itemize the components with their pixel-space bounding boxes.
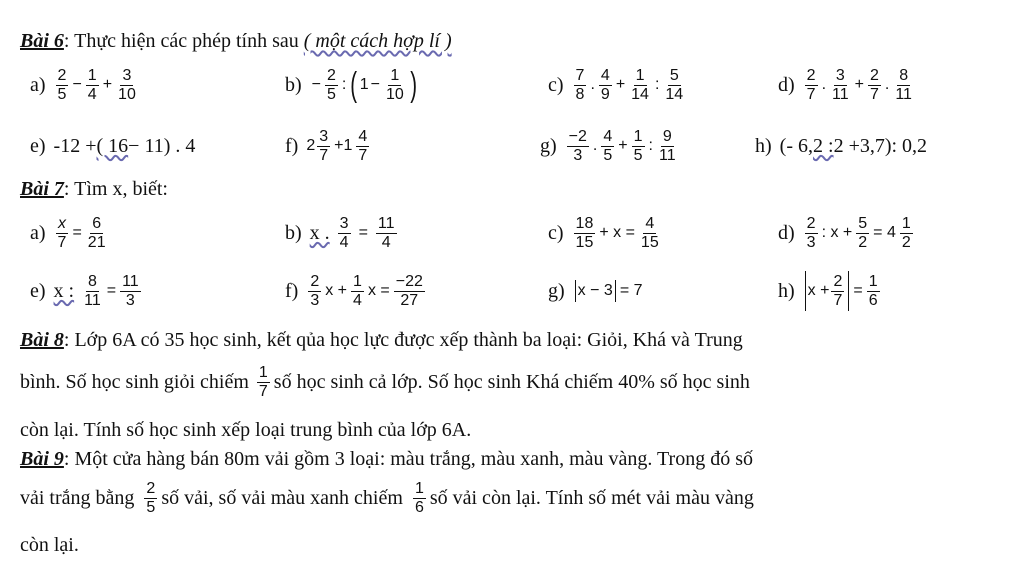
expression: x − 3 = 7 bbox=[573, 280, 645, 302]
bai9-line3 bbox=[20, 535, 995, 555]
item-label: f) bbox=[285, 279, 299, 302]
bai6-row2 bbox=[0, 121, 1024, 171]
expression: $\frac{2}{3}$ : x + $\frac{5}{2}$ = 4 $\frac{1}{2}$ bbox=[806, 214, 911, 251]
bai8-text2b: số học sinh cả lớp. Số học sinh Khá chiếm 40% số học sinh bbox=[273, 371, 750, 393]
bai8-title: Bài 8 bbox=[20, 329, 64, 351]
bai6-g bbox=[540, 121, 680, 171]
expression: 2 $\frac{3}{7}$ +1 $\frac{4}{7}$ bbox=[306, 127, 368, 164]
bai6-b bbox=[285, 60, 419, 110]
expression: x + $\frac{2}{7}$ = $\frac{1}{6}$ bbox=[803, 271, 882, 311]
expression: $\frac{3}{4}$ = $\frac{11}{4}$ bbox=[339, 214, 395, 251]
bai9-text2a: vải trắng bằng bbox=[20, 487, 135, 509]
fraction: $\frac{8}{11}$ bbox=[895, 66, 912, 103]
fraction: $\frac{3}{10}$ bbox=[118, 66, 136, 103]
fraction: $\frac{1}{4}$ bbox=[87, 66, 97, 103]
item-label: c) bbox=[548, 73, 564, 96]
expr-part: 2 : bbox=[813, 134, 834, 157]
fraction: $\frac{4}{15}$ bbox=[640, 214, 659, 251]
expr-part: 2 +3,7): 0,2 bbox=[833, 134, 928, 157]
expression: $\frac{8}{11}$ = $\frac{11}{3}$ bbox=[84, 272, 139, 309]
expression: $\frac{2}{5}$ − $\frac{1}{4}$ + $\frac{3}{10}$ bbox=[57, 66, 136, 103]
item-label: g) bbox=[548, 279, 565, 302]
expression: $\frac{7}{8}$ . $\frac{4}{9}$ + $\frac{1}{14}$ : $\frac{5}{14}$ bbox=[575, 66, 684, 103]
fraction: $\frac{6}{21}$ bbox=[87, 214, 106, 251]
bai7-g bbox=[548, 266, 645, 316]
item-label: d) bbox=[778, 221, 795, 244]
fraction: $\frac{2}{5}$ bbox=[146, 479, 156, 516]
item-label: a) bbox=[30, 221, 46, 244]
bai7-c bbox=[548, 208, 663, 258]
fraction: $\frac{-2}{3}$ bbox=[568, 127, 587, 164]
fraction: $\frac{3}{7}$ bbox=[319, 127, 329, 164]
item-label: b) bbox=[285, 221, 302, 244]
bai6-header bbox=[20, 30, 452, 53]
fraction: $\frac{1}{6}$ bbox=[868, 272, 878, 309]
fraction: $\frac{2}{3}$ bbox=[806, 214, 816, 251]
fraction: $\frac{2}{7}$ bbox=[869, 66, 879, 103]
fraction: $\frac{4}{5}$ bbox=[603, 127, 613, 164]
expression: $\frac{-2}{3}$ . $\frac{4}{5}$ + $\frac{1}{5}$ : $\frac{9}{11}$ bbox=[568, 127, 676, 164]
fraction: $\frac{5}{14}$ bbox=[665, 66, 684, 103]
fraction: $\frac{7}{8}$ bbox=[575, 66, 585, 103]
fraction: $\frac{x}{7}$ bbox=[57, 214, 67, 251]
bai6-row1 bbox=[0, 60, 1024, 110]
fraction: $\frac{1}{2}$ bbox=[901, 214, 911, 251]
expression: $\frac{2}{3}$ x + $\frac{1}{4}$ x = $\frac{-22}{27}$ bbox=[310, 272, 423, 309]
bai8-line3 bbox=[20, 420, 995, 440]
expr-part: x : bbox=[53, 279, 75, 302]
bai9-sep: : bbox=[63, 448, 75, 470]
item-label: h) bbox=[755, 134, 772, 157]
expression: − $\frac{2}{5}$ : ( 1 − $\frac{1}{10}$ ) bbox=[311, 66, 417, 104]
expression: $\frac{x}{7}$ = $\frac{6}{21}$ bbox=[57, 214, 106, 251]
expr-part: − 11) . 4 bbox=[128, 134, 196, 157]
fraction: $\frac{1}{14}$ bbox=[631, 66, 649, 103]
bai8-sep: : bbox=[63, 329, 75, 351]
bai7-sep: : bbox=[63, 178, 75, 200]
expr-part: x . bbox=[309, 221, 330, 244]
bai9-text2c: số vải còn lại. Tính số mét vải màu vàng bbox=[429, 487, 754, 509]
expr-part: ( 16 bbox=[96, 134, 129, 157]
bai8-text2a: bình. Số học sinh giỏi chiếm bbox=[20, 371, 249, 393]
fraction: $\frac{5}{2}$ bbox=[858, 214, 868, 251]
bai8-line1 bbox=[20, 330, 995, 350]
bai9-line1 bbox=[20, 449, 995, 469]
fraction: $\frac{2}{5}$ bbox=[57, 66, 67, 103]
bai9-text1: Một cửa hàng bán 80m vải gồm 3 loại: màu trắng, màu xanh, màu vàng. Trong đó số bbox=[74, 448, 753, 470]
fraction: $\frac{2}{3}$ bbox=[310, 272, 320, 309]
fraction: $\frac{1}{10}$ bbox=[385, 66, 404, 103]
bai6-note: ( một cách hợp lí ) bbox=[303, 30, 452, 52]
fraction: $\frac{4}{7}$ bbox=[358, 127, 368, 164]
bai8-text1: Lớp 6A có 35 học sinh, kết qủa học lực được xếp thành ba loại: Giỏi, Khá và Trung bbox=[74, 329, 743, 351]
fraction: $\frac{11}{3}$ bbox=[122, 272, 139, 309]
fraction: $\frac{11}{4}$ bbox=[377, 214, 395, 251]
fraction: $\frac{1}{6}$ bbox=[414, 479, 424, 516]
fraction: $\frac{1}{7}$ bbox=[258, 363, 268, 400]
bai6-d bbox=[778, 60, 916, 110]
bai9-line2 bbox=[20, 478, 995, 518]
item-label: f) bbox=[285, 134, 299, 157]
bai7-header bbox=[20, 178, 168, 201]
bai6-h bbox=[755, 121, 927, 171]
fraction: $\frac{3}{11}$ bbox=[832, 66, 849, 103]
item-label: g) bbox=[540, 134, 557, 157]
expr-part: (- 6, bbox=[779, 134, 813, 157]
item-label: a) bbox=[30, 73, 46, 96]
bai6-text: Thực hiện các phép tính sau bbox=[74, 30, 304, 52]
bai7-a bbox=[30, 208, 110, 258]
expression: $\frac{2}{7}$ . $\frac{3}{11}$ + $\frac{2}{7}$ . $\frac{8}{11}$ bbox=[806, 66, 912, 103]
bai9-title: Bài 9 bbox=[20, 448, 64, 470]
bai8-line2 bbox=[20, 362, 995, 402]
item-label: d) bbox=[778, 73, 795, 96]
bai7-row2 bbox=[0, 266, 1024, 316]
bai6-e bbox=[30, 121, 195, 171]
fraction: $\frac{9}{11}$ bbox=[658, 127, 676, 164]
fraction: $\frac{2}{7}$ bbox=[833, 272, 843, 309]
fraction: $\frac{18}{15}$ bbox=[575, 214, 594, 251]
fraction: $\frac{2}{5}$ bbox=[327, 66, 336, 103]
bai6-f bbox=[285, 121, 371, 171]
bai9-text2b: số vải, số vải màu xanh chiếm bbox=[161, 487, 403, 509]
bai6-c bbox=[548, 60, 687, 110]
expression: $\frac{18}{15}$ + x = $\frac{4}{15}$ bbox=[575, 214, 659, 251]
bai8-text3: còn lại. Tính số học sinh xếp loại trung bình của lớp 6A. bbox=[20, 419, 472, 441]
fraction: $\frac{1}{4}$ bbox=[353, 272, 362, 309]
bai7-row1 bbox=[0, 208, 1024, 258]
fraction: $\frac{4}{9}$ bbox=[600, 66, 610, 103]
item-label: h) bbox=[778, 279, 795, 302]
bai7-e bbox=[30, 266, 143, 316]
item-label: b) bbox=[285, 73, 302, 96]
bai7-h bbox=[778, 266, 882, 316]
fraction: $\frac{8}{11}$ bbox=[84, 272, 101, 309]
bai7-f bbox=[285, 266, 427, 316]
fraction: $\frac{3}{4}$ bbox=[339, 214, 349, 251]
bai7-text: Tìm x, biết: bbox=[74, 178, 168, 200]
fraction: $\frac{1}{5}$ bbox=[633, 127, 643, 164]
item-label: e) bbox=[30, 134, 46, 157]
bai6-title: Bài 6 bbox=[20, 30, 64, 52]
bai7-title: Bài 7 bbox=[20, 178, 64, 200]
fraction: $\frac{2}{7}$ bbox=[806, 66, 816, 103]
bai7-b bbox=[285, 208, 399, 258]
bai6-sep: : bbox=[63, 30, 75, 52]
fraction: $\frac{-22}{27}$ bbox=[395, 272, 423, 309]
item-label: c) bbox=[548, 221, 564, 244]
bai7-d bbox=[778, 208, 915, 258]
bai9-text3: còn lại. bbox=[20, 534, 79, 556]
item-label: e) bbox=[30, 279, 46, 302]
bai6-a bbox=[30, 60, 140, 110]
expr-part: -12 + bbox=[53, 134, 97, 157]
